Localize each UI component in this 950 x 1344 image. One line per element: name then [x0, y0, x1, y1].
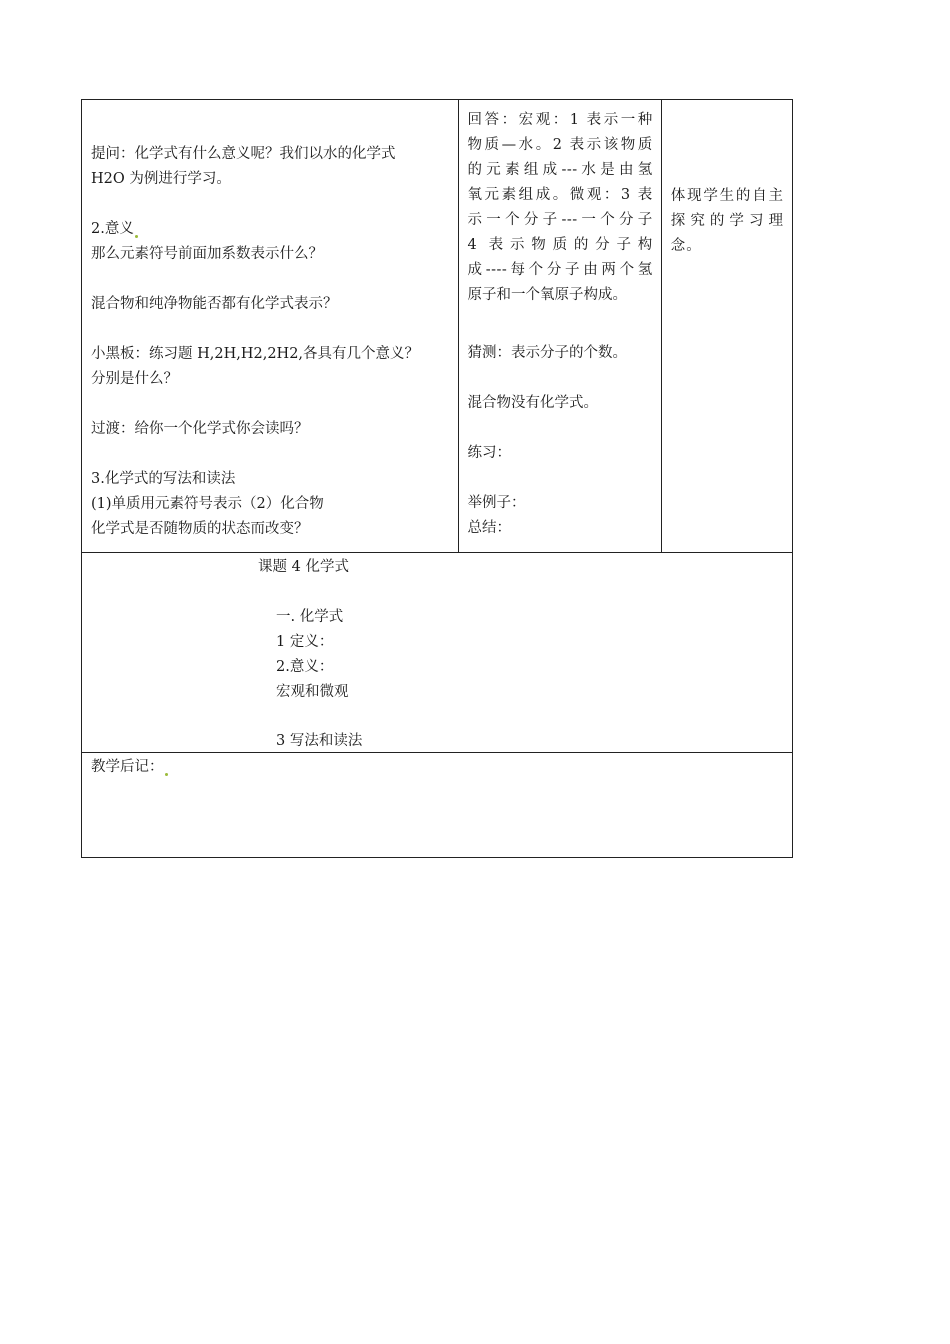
student-line: 混合物没有化学式。 — [467, 395, 599, 411]
teacher-line: 小黑板：练习题 H,2H,H2,2H2,各具有几个意义？ — [91, 346, 420, 362]
student-line: 的元素组成---水是由氢 — [467, 162, 653, 178]
blank-line — [91, 267, 450, 292]
blank-line — [468, 308, 653, 333]
teacher-line: 3.化学式的写法和读法 — [91, 471, 236, 487]
student-line: 氧元素组成。微观：3 表 — [467, 187, 653, 203]
board-item: 1 定义： — [276, 634, 334, 650]
student-line: 猜测：表示分子的个数。 — [467, 345, 628, 361]
blank-line — [91, 317, 450, 342]
blank-line — [91, 392, 450, 417]
activity-row — [82, 100, 793, 553]
teacher-line: 过渡：给你一个化学式你会读吗？ — [91, 421, 309, 437]
design-intent-cell — [661, 100, 792, 553]
student-line: 物质—水。2 表示该物质 — [467, 137, 653, 153]
teacher-activity-cell — [82, 100, 459, 553]
student-line: 4 表示物质的分子构 — [467, 237, 653, 253]
board-item: 2.意义： — [276, 659, 334, 675]
postscript-row — [82, 753, 793, 858]
student-line: 原子和一个氧原子构成。 — [467, 287, 628, 303]
student-line: 练习： — [467, 445, 512, 461]
student-line: 示一个分子---一个分子 — [467, 212, 653, 228]
lesson-plan-table — [81, 99, 793, 858]
blank-line — [468, 416, 653, 441]
board-title: 课题 4 化学式 — [258, 559, 349, 575]
student-activity-cell — [458, 100, 661, 553]
board-item: 宏观和微观 — [276, 684, 349, 700]
teacher-line: 那么元素符号前面加系数表示什么？ — [91, 246, 323, 262]
teacher-line: 分别是什么？ — [91, 371, 178, 387]
board-item: 3 写法和读法 — [276, 733, 363, 749]
teacher-line: 化学式是否随物质的状态而改变？ — [91, 521, 309, 537]
student-line: 回答：宏观：1 表示一种 — [467, 112, 653, 128]
teacher-line: H2O 为例进行学习。 — [91, 171, 231, 187]
blackboard-design-cell — [82, 553, 793, 753]
teaching-postscript-cell — [82, 753, 793, 858]
design-intent-text: 体现学生的自主探究的学习理念。 — [670, 188, 784, 254]
mark-dot-icon — [165, 773, 168, 776]
student-line: 成----每个分子由两个氢 — [467, 262, 653, 278]
blackboard-row — [82, 553, 793, 753]
student-line: 总结： — [467, 520, 512, 536]
teacher-line-text: 2.意义 — [91, 221, 134, 237]
postscript-label: 教学后记： — [91, 759, 164, 775]
student-line: 举例子： — [467, 495, 526, 511]
blank-line — [91, 192, 450, 217]
teacher-line: 混合物和纯净物能否都有化学式表示？ — [91, 296, 338, 312]
teacher-line — [91, 217, 450, 242]
blank-line — [468, 366, 653, 391]
blank-line — [91, 442, 450, 467]
mark-dot-icon — [135, 235, 138, 238]
teacher-line: (1)单质用元素符号表示（2）化合物 — [91, 496, 324, 512]
blank-line — [468, 466, 653, 491]
board-item: 一. 化学式 — [276, 609, 344, 625]
teacher-line: 提问：化学式有什么意义呢？我们以水的化学式 — [91, 146, 396, 162]
